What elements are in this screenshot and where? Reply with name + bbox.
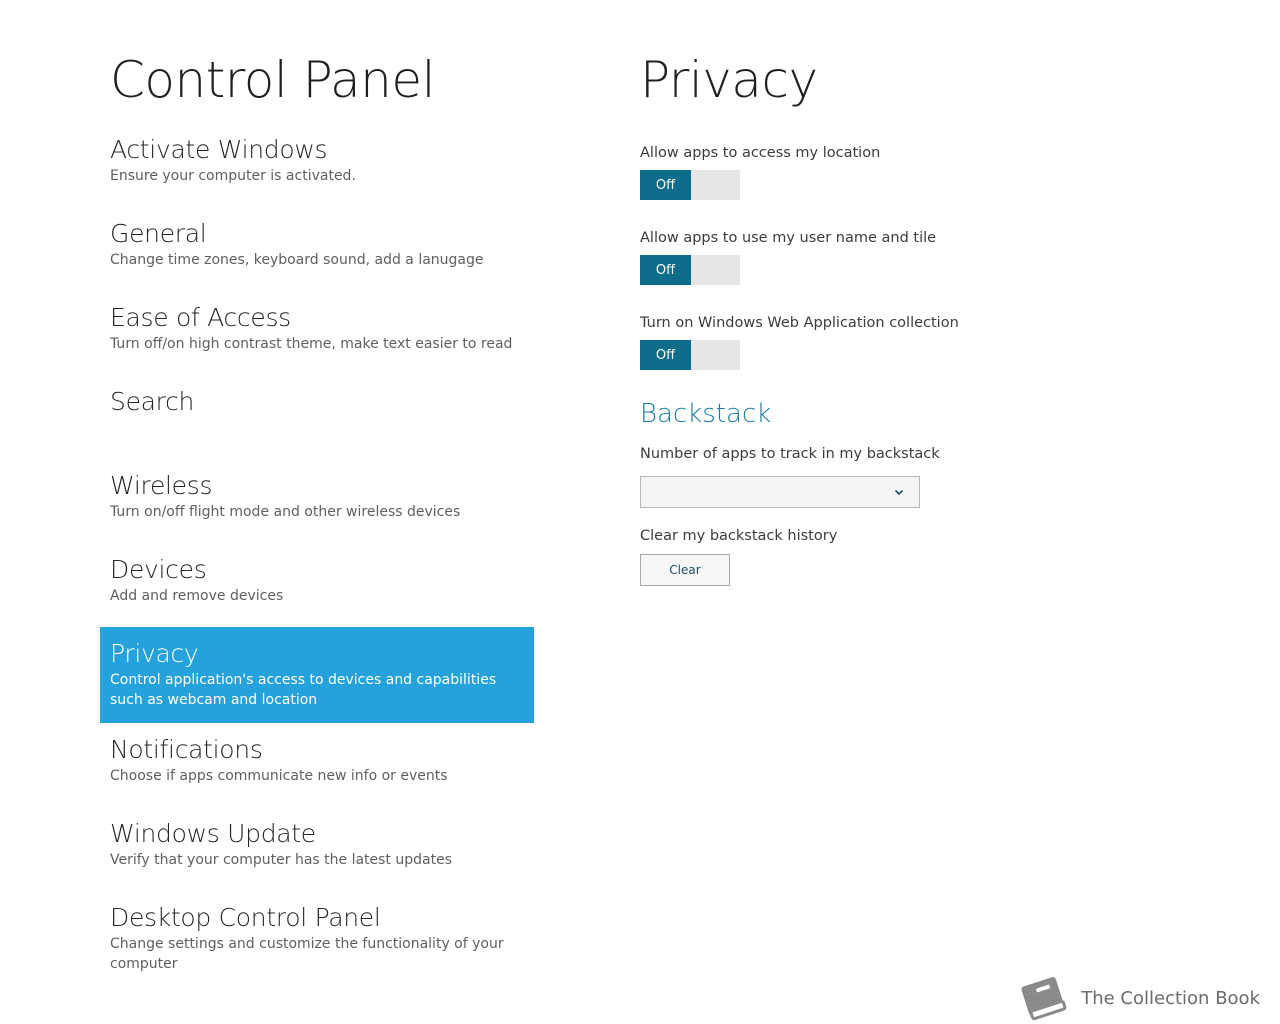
setting-user-name-tile [640, 228, 1200, 285]
nav-item-windows-update[interactable] [100, 807, 534, 891]
chevron-down-icon [893, 486, 905, 498]
nav-item-desc: Control application's access to devices and capabilities such as webcam and location [110, 672, 497, 708]
page-title: Privacy [640, 51, 818, 109]
nav-item-title: Notifications [110, 735, 263, 764]
setting-location [640, 143, 1200, 200]
location-toggle[interactable] [640, 170, 740, 200]
nav-item-privacy[interactable] [100, 627, 534, 723]
setting-label: Turn on Windows Web Application collection [640, 315, 959, 331]
nav-item-devices[interactable] [100, 543, 534, 627]
nav-item-title: Devices [110, 555, 207, 584]
clear-backstack-button[interactable]: Clear [640, 554, 730, 586]
nav-item-desc: Add and remove devices [110, 588, 284, 604]
nav-item-desc: Turn on/off flight mode and other wireless devices [110, 504, 461, 520]
backstack-clear-label: Clear my backstack history [640, 528, 838, 544]
nav-item-desc: Turn off/on high contrast theme, make text easier to read [110, 336, 513, 352]
toggle-track [691, 340, 740, 370]
backstack-heading: Backstack [640, 399, 772, 429]
user-name-tile-toggle[interactable] [640, 255, 740, 285]
nav-item-title: General [110, 219, 207, 248]
watermark [1015, 972, 1260, 1024]
web-app-collection-toggle[interactable] [640, 340, 740, 370]
nav-item-activate-windows[interactable] [100, 123, 534, 207]
nav-item-title: Windows Update [110, 819, 316, 848]
book-icon [1015, 973, 1071, 1023]
nav-item-desc: Change time zones, keyboard sound, add a lanugage [110, 252, 484, 268]
toggle-state-label: Off [640, 170, 691, 200]
nav-item-notifications[interactable] [100, 723, 534, 807]
toggle-track [691, 255, 740, 285]
app-title: Control Panel [110, 51, 436, 109]
watermark-text: The Collection Book [1081, 987, 1260, 1009]
nav-item-search[interactable] [100, 375, 534, 459]
setting-label: Allow apps to access my location [640, 145, 881, 161]
nav-item-title: Search [110, 387, 195, 416]
nav-item-ease-of-access[interactable] [100, 291, 534, 375]
setting-web-app-collection [640, 313, 1200, 370]
nav-item-wireless[interactable] [100, 459, 534, 543]
setting-label: Allow apps to use my user name and tile [640, 230, 937, 246]
nav-item-title: Privacy [110, 639, 199, 668]
control-panel-nav [100, 48, 534, 975]
toggle-track [691, 170, 740, 200]
toggle-state-label: Off [640, 340, 691, 370]
nav-item-title: Activate Windows [110, 135, 328, 164]
nav-item-general[interactable] [100, 207, 534, 291]
nav-item-desc: Choose if apps communicate new info or events [110, 768, 448, 784]
nav-item-desc: Ensure your computer is activated. [110, 168, 356, 184]
nav-item-desc: Change settings and customize the functionality of your computer [110, 936, 504, 972]
nav-item-desc: Verify that your computer has the latest updates [110, 852, 452, 868]
nav-item-title: Desktop Control Panel [110, 903, 381, 932]
nav-item-title: Ease of Access [110, 303, 291, 332]
backstack-track-label: Number of apps to track in my backstack [640, 446, 940, 462]
nav-item-title: Wireless [110, 471, 213, 500]
toggle-state-label: Off [640, 255, 691, 285]
backstack-count-select[interactable] [640, 476, 920, 508]
nav-item-desktop-control-panel[interactable] [100, 891, 534, 975]
privacy-settings-pane [640, 48, 1200, 586]
